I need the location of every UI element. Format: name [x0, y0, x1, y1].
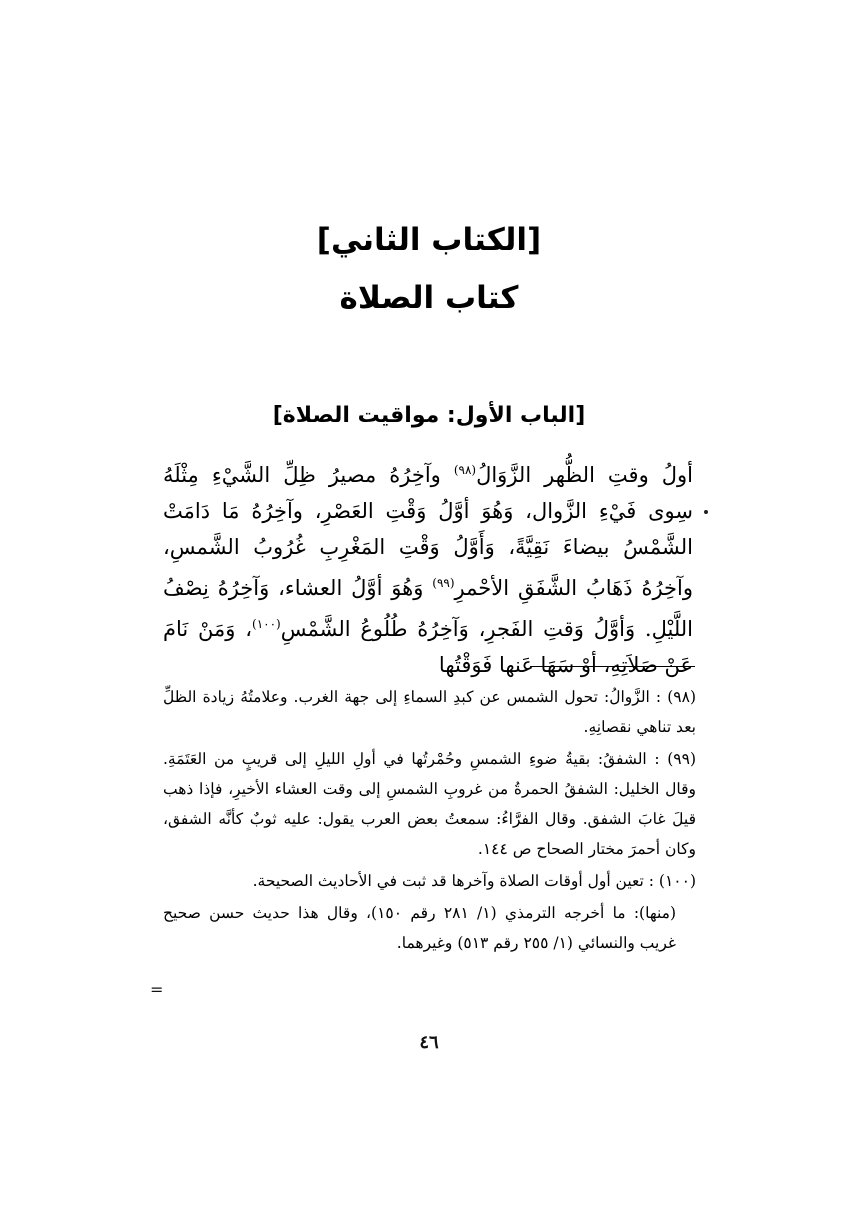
- footnotes: [163, 682, 696, 960]
- page-number: ٤٦: [419, 1032, 439, 1053]
- chapter-title: [الباب الأول: مواقيت الصلاة]: [272, 403, 586, 428]
- footnote-ref-99: (٩٩): [432, 576, 455, 590]
- body-text-3: وَهُوَ أوَّلُ العشاء، وَآخِرُهُ نِصْفُ اللَّيْلِ. وَأوَّلُ وَقتِ الفَجرِ، وَآخِرُهُ طُلُوعُ الشَّمْسِ: [163, 576, 694, 641]
- body-text-2: وآخِرُهُ مصيرُ ظِلِّ الشَّيْءِ مِثْلَهُ سِوى فَيْءِ الزَّوال، وَهُوَ أوَّلُ وَقْتِ العَصْرِ، وآخِرُهُ مَا دَامَتْ الشَّمْسُ بيضاءَ نَقِيَّةً، وَأَوَّلُ وَقْتِ المَغْرِبِ غُرُوبُ الشَّمسِ، وآخِرُهُ ذَهَابُ الشَّفَقِ الأحْمرِ: [163, 463, 693, 600]
- body-text-4: ، وَمَنْ نَامَ عَنْ صَلاَتِهِ، أوْ سَهَا عَنها فَوَقْتُها: [163, 617, 693, 677]
- footnote-99: (٩٩) : الشفقُ: بقيةُ ضوءِ الشمسِ وحُمْرتُها في أولِ الليلِ إلى قريبٍ من العَتَمَةِ. وقال الخليل: الشفقُ الحمرةُ من غروبِ الشمسِ إلى وقت العشاء الأخيرِ، فإذا ذهب قيلَ غابَ الشفق. وقال الفرَّاءُ: سمعتُ بعض العرب يقول: عليه ثوبٌ كأنَّه الشفق، وكان أحمرَ مختار الصحاح ص ١٤٤.: [163, 750, 696, 858]
- book-title: [الكتاب الثاني]: [316, 222, 542, 258]
- footnote-98: (٩٨) : الزَّوالُ: تحول الشمس عن كبدِ السماءِ إلى جهة الغرب. وعلامتُهُ زيادة الظلِّ بعد تناهي نقصانِهِ.: [163, 688, 696, 736]
- continuation-mark: =: [150, 980, 164, 999]
- footnote-ref-100: (١٠٠): [252, 617, 281, 631]
- footnote-separator: [530, 666, 695, 667]
- footnote-100-continuation: (منها): ما أخرجه الترمذي (١/ ٢٨١ رقم ١٥٠)، وقال هذا حديث حسن صحيح غريب والنسائي (١/ ٢٥٥ رقم ٥١٣) وغيرهما.: [163, 904, 677, 952]
- section-title: كتاب الصلاة: [339, 280, 519, 316]
- footnote-100: (١٠٠) : تعين أول أوقات الصلاة وآخرها قد ثبت في الأحاديث الصحيحة.: [252, 872, 696, 890]
- body-text-1: أولُ وقتِ الظُّهر الزَّوَالُ: [476, 463, 693, 487]
- footnote-ref-98: (٩٨): [453, 463, 477, 477]
- margin-dot: [704, 510, 708, 514]
- main-paragraph: [163, 452, 693, 683]
